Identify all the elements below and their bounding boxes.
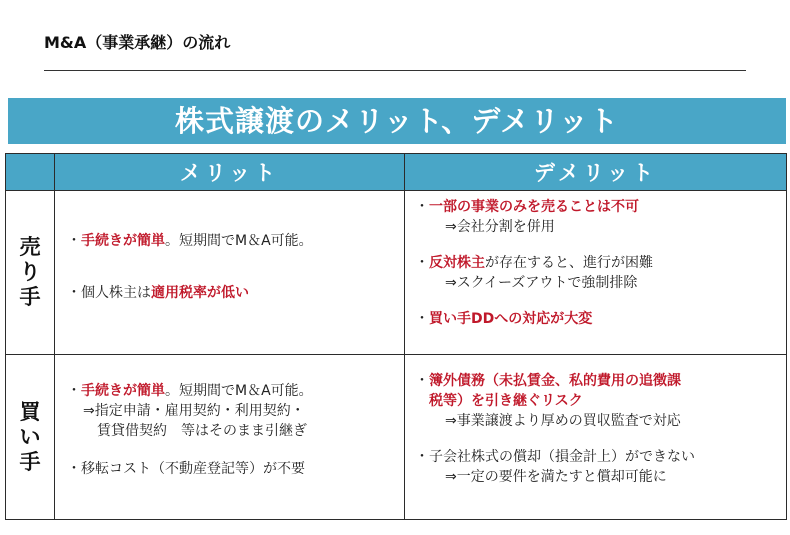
comparison-table bbox=[5, 153, 787, 520]
list-item: ・手続きが簡単。短期間でM＆A可能。 bbox=[67, 233, 313, 249]
title-divider bbox=[44, 70, 746, 71]
buyer-demerit-cell bbox=[405, 355, 787, 520]
row-label-buyer: 買 い 手 bbox=[6, 355, 55, 520]
table-row-buyer bbox=[6, 355, 787, 520]
list-item-note: ⇒指定申請・雇用契約・利用契約・ bbox=[83, 403, 305, 419]
list-item: ・買い手DDへの対応が大変 bbox=[415, 311, 593, 327]
merit-header: メリット bbox=[55, 154, 405, 191]
list-item-note: ⇒事業譲渡より厚めの買収監査で対応 bbox=[445, 413, 681, 429]
demerit-header: デメリット bbox=[405, 154, 787, 191]
header-row bbox=[6, 154, 787, 191]
corner-cell bbox=[6, 154, 55, 191]
list-item: ・簿外債務（未払賃金、私的費用の追徴課 bbox=[415, 373, 681, 389]
list-item: ・子会社株式の償却（損金計上）ができない bbox=[415, 449, 695, 465]
list-item-note: ⇒会社分割を併用 bbox=[445, 219, 555, 235]
table-row-seller bbox=[6, 191, 787, 355]
list-item-note: ⇒スクイーズアウトで強制排除 bbox=[445, 275, 638, 291]
list-item-note: ⇒一定の要件を満たすと償却可能に bbox=[445, 469, 667, 485]
list-item: ・個人株主は適用税率が低い bbox=[67, 285, 249, 301]
list-item: ・一部の事業のみを売ることは不可 bbox=[415, 199, 639, 215]
list-item: ・移転コスト（不動産登記等）が不要 bbox=[67, 461, 305, 477]
page-title: M&A（事業承継）の流れ bbox=[44, 33, 231, 52]
row-label-seller: 売 り 手 bbox=[6, 191, 55, 355]
list-item: ・手続きが簡単。短期間でM＆A可能。 bbox=[67, 383, 313, 399]
seller-merit-cell bbox=[55, 191, 405, 355]
list-item-continued: 税等）を引き継ぐリスク bbox=[429, 393, 583, 409]
slide-banner: 株式譲渡のメリット、デメリット bbox=[8, 98, 786, 144]
list-item-note: 賃貸借契約 等はそのまま引継ぎ bbox=[97, 423, 307, 439]
buyer-merit-cell bbox=[55, 355, 405, 520]
list-item: ・反対株主が存在すると、進行が困難 bbox=[415, 255, 653, 271]
seller-demerit-cell bbox=[405, 191, 787, 355]
